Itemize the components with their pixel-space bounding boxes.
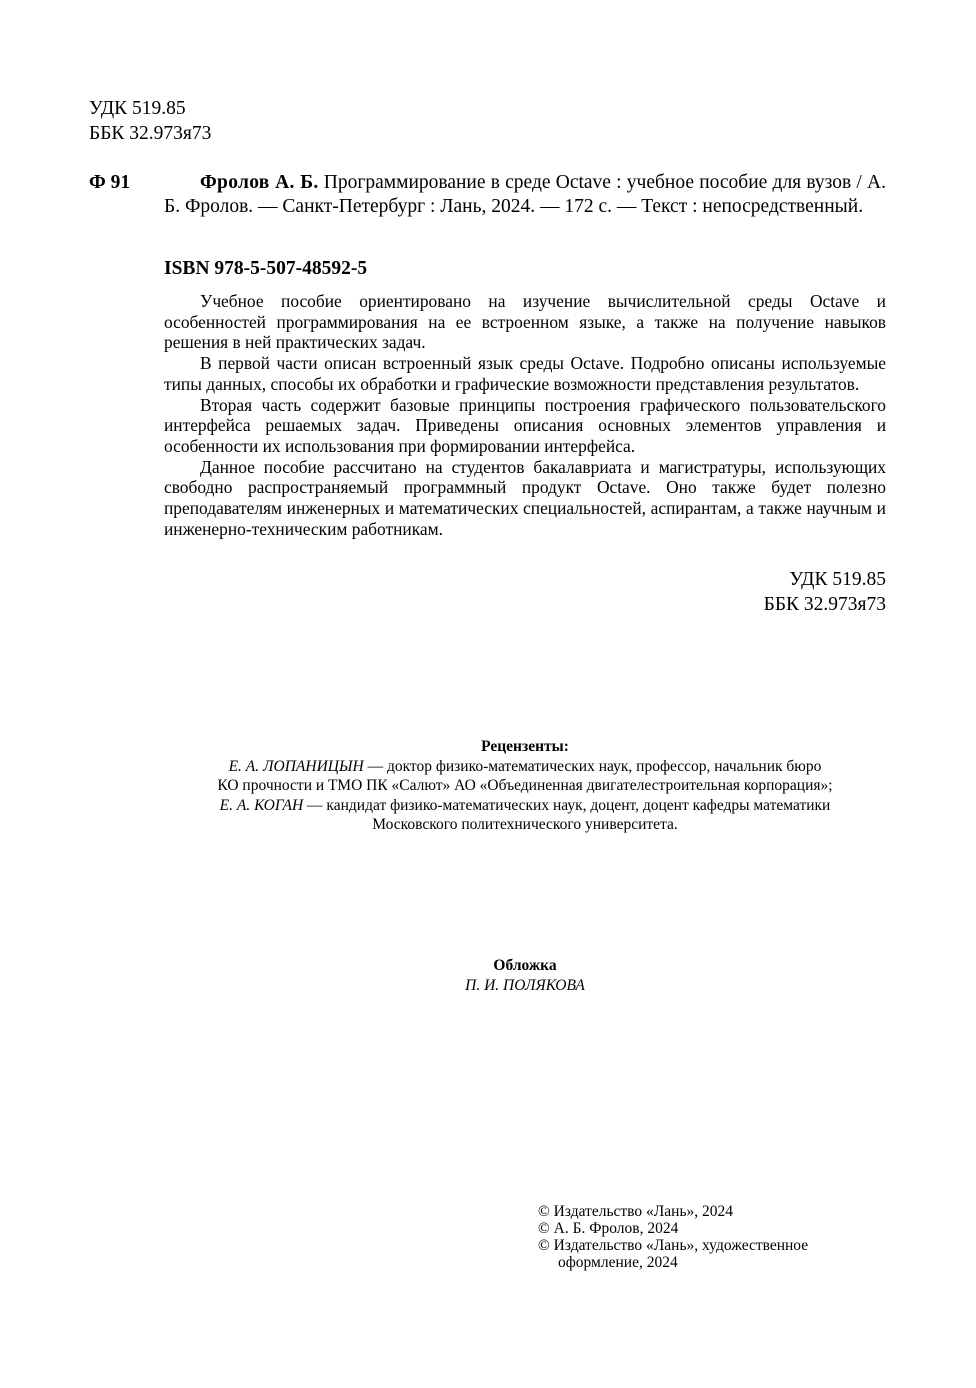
annotation-paragraph: В первой части описан встроенный язык среды Octave. Подробно описаны используемые типы данных, способы их обработки и графические возможности представления результатов.: [164, 353, 886, 394]
cover-heading: Обложка: [493, 957, 557, 974]
copyright-line: © Издательство «Лань», художественное: [538, 1237, 809, 1254]
copyright-line: оформление, 2024: [558, 1254, 678, 1271]
annotation-paragraph: Данное пособие рассчитано на студентов бакалавриата и магистратуры, использующих свободно распространяемый программный продукт Octave. Оно также будет полезно преподавателям инженерных и математических специальностей, аспирантам, а также научным и инженерно-техническим работникам.: [164, 456, 886, 539]
udk-code: УДК 519.85: [89, 98, 186, 119]
annotation-paragraph: Учебное пособие ориентировано на изучение вычислительной среды Octave и особенностей программирования на ее встроенном языке, а также на получение навыков решения в ней практических задач.: [164, 291, 886, 353]
classification-codes-top: [89, 96, 211, 146]
author-name: Фролов А. Б.: [200, 172, 319, 193]
bbk-code: ББК 32.973я73: [763, 594, 886, 615]
annotation-paragraph: Вторая часть содержит базовые принципы построения графического пользовательского интерфейса решаемых задач. Приведены описания основных элементов управления и особенности их использования при формировании интерфейса.: [164, 394, 886, 456]
reviewer-2-affiliation: Московского политехнического университета.: [372, 816, 678, 833]
cover-designer: П. И. ПОЛЯКОВА: [465, 976, 585, 994]
annotation: [164, 291, 886, 539]
udk-code: УДК 519.85: [789, 569, 886, 590]
classification-codes-bottom: [764, 567, 886, 617]
copyright-line: © Издательство «Лань», 2024: [538, 1203, 734, 1220]
bbk-code: ББК 32.973я73: [89, 123, 212, 144]
copyright-line: © А. Б. Фролов, 2024: [538, 1220, 679, 1237]
reviewer-1-name: Е. А. ЛОПАНИЦЫН: [228, 757, 364, 775]
copyright-block: [538, 1203, 808, 1271]
cover-credit: [90, 956, 960, 995]
reviewers-heading: Рецензенты:: [481, 738, 569, 755]
bibliographic-description: Программирование в среде Octave : учебное пособие для вузов / А. Б. Фролов. — Санкт-Петербург : Лань, 2024. — 172 с. — Текст : непосредственный.: [164, 172, 886, 217]
reviewers-section: [90, 737, 960, 835]
reviewer-2-credentials: — кандидат физико-математических наук, доцент, доцент кафедры математики: [303, 796, 831, 814]
bibliographic-entry: [164, 171, 886, 219]
reviewer-1-credentials: — доктор физико-математических наук, профессор, начальник бюро: [363, 757, 822, 775]
reviewer-2: [90, 796, 960, 816]
reviewer-1: [90, 757, 960, 777]
isbn: ISBN 978-5-507-48592-5: [164, 258, 368, 279]
reviewer-1-affiliation: КО прочности и ТМО ПК «Салют» АО «Объединенная двигателестроительная корпорация»;: [217, 777, 833, 794]
reviewer-2-name: Е. А. КОГАН: [219, 796, 304, 814]
author-mark: Ф 91: [89, 172, 131, 193]
